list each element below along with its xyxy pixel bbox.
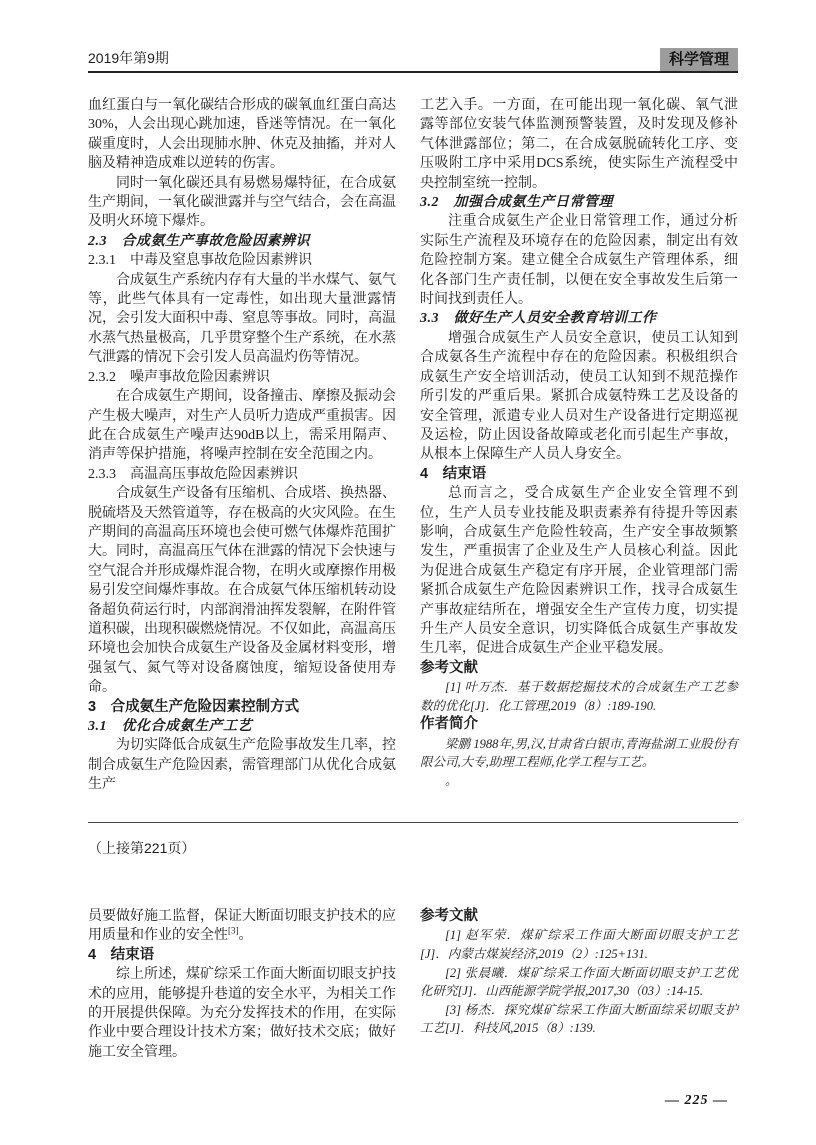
reference-entry: [1] 叶万杰．基于数据挖掘技术的合成氨生产工艺参数的优化[J]．化工管理,2019（8）:189-190. bbox=[420, 680, 738, 713]
section-badge: 科学管理 bbox=[660, 48, 738, 71]
article1-right-column bbox=[420, 96, 738, 822]
paragraph: 员要做好施工监督，保证大断面切眼支护技术的应用质量和作业的安全性[3]。 bbox=[88, 909, 396, 944]
paragraph: 工艺入手。一方面，在可能出现一氧化碳、氧气泄露等部位安装气体监测预警装置，及时发现及修补气体泄露部位；第二，在合成氨脱硫转化工序、变压吸附工序中采用DCS系统，使实际生产流程受中央控制室统一控制。 bbox=[420, 98, 738, 191]
section-heading: 4 结束语 bbox=[88, 946, 155, 963]
reference-entry: [2] 张晨曦．煤矿综采工作面大断面切眼支护工艺优化研究[J]．山西能源学院学报,2017,30（03）:14-15. bbox=[420, 965, 738, 999]
section-heading: 3.1 优化合成氨生产工艺 bbox=[88, 719, 252, 734]
paragraph: 同时一氧化碳还具有易燃易爆特征，在合成氨生产期间，一氧化碳泄露并与空气结合，会在高温及明火环境下爆炸。 bbox=[88, 175, 396, 230]
page-header bbox=[88, 0, 738, 73]
paragraph: 注重合成氨生产企业日常管理工作，通过分析实际生产流程及环境存在的危险因素，制定出有效危险控制方案。建立健全合成氨生产管理体系，细化各部门生产责任制，以便在安全事故发生后第一时间找到责任人。 bbox=[420, 214, 738, 308]
section-heading: 4 结束语 bbox=[420, 465, 487, 482]
reference-entry: 梁鹏 1988年,男,汉,甘肃省白银市,青海盐湖工业股份有限公司,大专,助理工程师,化学工程与工艺。 bbox=[420, 736, 738, 770]
paragraph: 综上所述，煤矿综采工作面大断面切眼支护技术的应用，能够提升巷道的安全水平，为相关工作的开展提供保障。为充分发挥技术的作用，在实际作业中要合理设计技术方案；做好技术交底；做好施工安全管理。 bbox=[88, 967, 396, 1060]
section-heading: 2.3.3 高温高压事故危险因素辨识 bbox=[88, 466, 298, 482]
citation-superscript: [3] bbox=[228, 925, 239, 936]
paragraph: 在合成氨生产期间，设备撞击、摩擦及振动会产生极大噪声，对生产人员听力造成严重损害。因此在合成氨生产噪声达90dB以上，需采用隔声、消声等保护措施，将噪声控制在安全范围之内。 bbox=[88, 389, 396, 463]
section-heading: 3.2 加强合成氨生产日常管理 bbox=[420, 195, 613, 211]
reference-entry: [1] 赵军荣．煤矿综采工作面大断面切眼支护工艺[J]．内蒙古煤炭经济,2019（2）:125+131. bbox=[420, 928, 738, 961]
reference-entry: [3] 杨杰．探究煤矿综采工作面大断面综采切眼支护工艺[J]．科技风,2015（8）:139. bbox=[420, 1002, 738, 1036]
section-heading: 3 合成氨生产危险因素控制方式 bbox=[88, 698, 300, 715]
paragraph: 总而言之，受合成氨生产企业安全管理不到位，生产人员专业技能及职责素养有待提升等因素影响，合成氨生产危险性较高，生产安全事故频繁发生，严重损害了企业及生产人员核心利益。因此为促进合成氨生产稳定有序开展，企业管理部门需紧抓合成氨生产危险因素辨识工作，找寻合成氨生产事故症结所在，增强安全生产宣传力度，切实提升生产人员安全意识，切实降低合成氨生产事故发生几率，促进合成氨生产企业平稳发展。 bbox=[420, 486, 738, 657]
article2-left-column bbox=[88, 907, 396, 1062]
paragraph: 血红蛋白与一氧化碳结合形成的碳氧血红蛋白高达30%，人会出现心跳加速，昏迷等情况。在一氧化碳重度时，人会出现肺水肿、休克及抽搐，并对人脑及精神造成难以逆转的伤害。 bbox=[88, 98, 396, 172]
section-heading: 参考文献 bbox=[420, 659, 478, 676]
article2-right-column bbox=[420, 907, 738, 1062]
paragraph: 为切实降低合成氨生产危险事故发生几率，控制合成氨生产危险因素，需管理部门从优化合成氨生产 bbox=[88, 738, 396, 793]
section-heading: 2.3.2 噪声事故危险因素辨识 bbox=[88, 369, 270, 385]
article1-left-column bbox=[88, 96, 396, 822]
section-heading: 2.3.1 中毒及窒息事故危险因素辨识 bbox=[88, 253, 312, 269]
continuation-note: （上接第221页） bbox=[88, 840, 196, 856]
section-heading: 参考文献 bbox=[420, 908, 478, 924]
paragraph: 合成氨生产设备有压缩机、合成塔、换热器、脱硫塔及天然管道等，存在极高的火灾风险。在生产期间的高温高压环境也会使可燃气体爆炸范围扩大。同时，高温高压气体在泄露的情况下会快速与空气混合并形成爆炸混合物，在明火或摩擦作用极易引发空间爆炸事故。在合成氨气体压缩机转动设备超负荷运行时，内部润滑油挥发裂解，在附件管道积碳，出现积碳燃烧情况。不仅如此，高温高压环境也会加快合成氨生产设备及金属材料变形，增强氢气、氮气等对设备腐蚀度，缩短设备使用寿命。 bbox=[88, 486, 396, 696]
article-divider-rule bbox=[88, 822, 738, 823]
paragraph: 增强合成氨生产人员安全意识，使员工认知到合成氨各生产流程中存在的危险因素。积极组织合成氨生产安全培训活动，使员工认知到不规范操作所引发的严重后果。紧抓合成氨特殊工艺及设备的安全管理，派遣专业人员对生产设备进行定期巡视及运检，防止因设备故障或老化而引起生产事故，从根本上保障生产人员人身安全。 bbox=[420, 330, 738, 463]
section-heading: 作者简介 bbox=[420, 716, 478, 733]
page-number: — 225 — bbox=[665, 1093, 728, 1108]
journal-issue: 2019年第9期 bbox=[88, 50, 169, 66]
page-content bbox=[88, 0, 738, 1062]
section-heading: 2.3 合成氨生产事故危险因素辨识 bbox=[88, 233, 310, 249]
article-ammonia-safety bbox=[88, 96, 738, 822]
paragraph: 合成氨生产系统内存有大量的半水煤气、氨气等，此些气体具有一定毒性，如出现大量泄露情况，会引发大面积中毒、窒息等事故。同时，高温水蒸气热量极高，几乎贯穿整个生产系统，在水蒸气泄露的情况下会引发人员高温灼伤等情况。 bbox=[88, 272, 396, 366]
section-heading: 3.3 做好生产人员安全教育培训工作 bbox=[420, 311, 657, 327]
reference-entry: 。 bbox=[445, 773, 458, 788]
article-coal-mine-support bbox=[88, 907, 738, 1062]
